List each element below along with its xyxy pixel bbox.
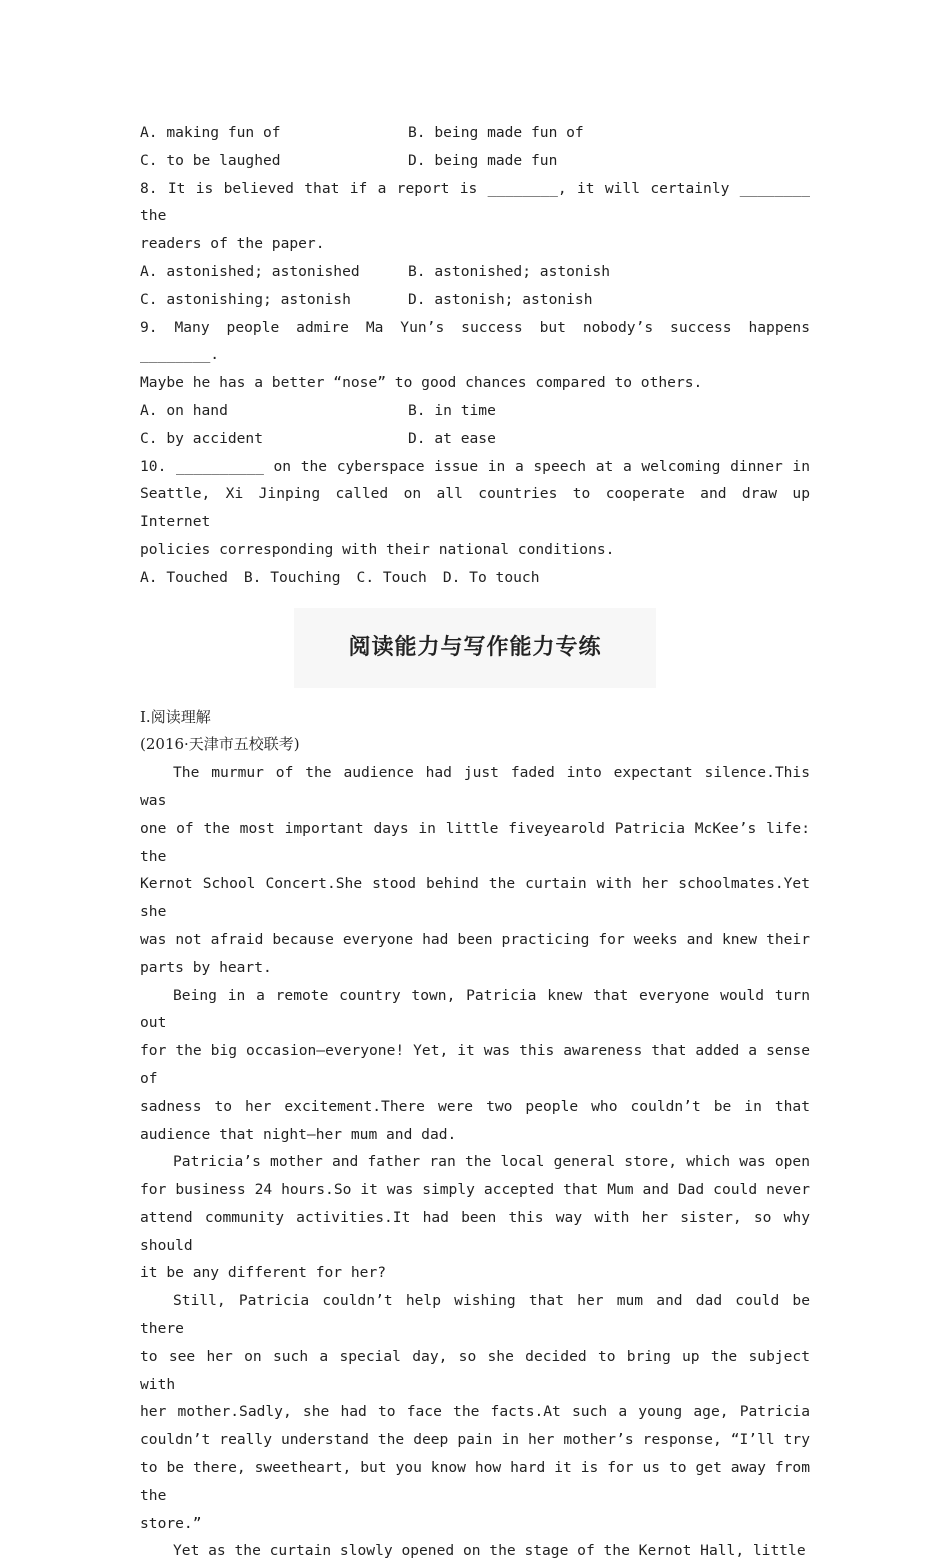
q10-option-b: B. Touching	[243, 568, 341, 586]
passage-line: The murmur of the audience had just faded into expectant silence.This was	[140, 764, 810, 809]
passage-paragraph	[140, 1287, 810, 1537]
passage-line: store.”	[140, 1514, 202, 1532]
q8-stem-line-1: 8. It is believed that if a report is ________, it will certainly ________ the	[140, 179, 810, 225]
q10-stem-line-1: 10. __________ on the cyberspace issue in a speech at a welcoming dinner in	[140, 457, 810, 475]
passage-line: Kernot School Concert.She stood behind the curtain with her schoolmates.Yet she	[140, 875, 810, 921]
q8-option-d: D. astonish; astonish	[408, 290, 593, 308]
q9-option-a: A. on hand	[140, 401, 228, 419]
document-page	[140, 119, 810, 1565]
q10-stem-line-2: Seattle, Xi Jinping called on all countries to cooperate and draw up Internet	[140, 485, 810, 531]
q8-options-row-2	[140, 286, 810, 314]
q9-options-row-2	[140, 425, 810, 453]
q9-option-b: B. in time	[408, 401, 496, 419]
passage-line: couldn’t really understand the deep pain in her mother’s response, “I’ll try	[140, 1431, 810, 1449]
passage-paragraph	[140, 1537, 810, 1565]
passage-line: her mother.Sadly, she had to face the facts.At such a young age, Patricia	[140, 1403, 810, 1421]
q10-option-a: A. Touched	[140, 568, 228, 586]
reading-section-label: Ⅰ.阅读理解	[140, 707, 211, 726]
q7-option-d: D. being made fun	[408, 151, 558, 169]
passage-paragraph	[140, 759, 810, 981]
passage-line: to be there, sweetheart, but you know how hard it is for us to get away from the	[140, 1459, 810, 1504]
passage-line: to see her on such a special day, so she decided to bring up the subject with	[140, 1347, 810, 1393]
passage-line: was not afraid because everyone had been practicing for weeks and knew their	[140, 930, 810, 948]
section-heading-box	[294, 608, 656, 688]
reading-source: (2016·天津市五校联考)	[140, 735, 300, 754]
passage-line: Yet as the curtain slowly opened on the stage of the Kernot Hall, little	[173, 1542, 806, 1560]
q9-option-d: D. at ease	[408, 429, 496, 447]
q7-option-c: C. to be laughed	[140, 151, 281, 169]
q8-option-b: B. astonished; astonish	[408, 262, 611, 280]
passage-paragraph	[140, 982, 810, 1149]
passage-line: for business 24 hours.So it was simply accepted that Mum and Dad could never	[140, 1181, 810, 1199]
q9-options-row-1	[140, 397, 810, 425]
q7-options-row-1	[140, 119, 810, 147]
q8-option-a: A. astonished; astonished	[140, 262, 360, 280]
q7-options-row-2	[140, 147, 810, 175]
passage-line: parts by heart.	[140, 958, 272, 976]
passage-paragraph	[140, 1148, 810, 1287]
q9-option-c: C. by accident	[140, 429, 264, 447]
q8-options-row-1	[140, 258, 810, 286]
section-heading: 阅读能力与写作能力专练	[348, 634, 602, 660]
q7-option-a: A. making fun of	[140, 124, 281, 141]
passage-line: attend community activities.It had been this way with her sister, so why should	[140, 1208, 810, 1254]
q9-stem-line-2: Maybe he has a better “nose” to good chances compared to others.	[140, 374, 703, 392]
passage-line: audience that night—her mum and dad.	[140, 1125, 457, 1143]
q10-stem-line-3: policies corresponding with their national conditions.	[140, 540, 615, 558]
q10-option-c: C. Touch	[356, 568, 427, 586]
q8-option-c: C. astonishing; astonish	[140, 290, 351, 308]
q9-stem-line-1: 9. Many people admire Ma Yun’s success but nobody’s success happens ________.	[140, 318, 810, 364]
passage-line: it be any different for her?	[140, 1264, 387, 1282]
q10-option-d: D. To touch	[442, 568, 540, 586]
reading-passage	[140, 759, 810, 1565]
passage-line: for the big occasion—everyone! Yet, it was this awareness that added a sense of	[140, 1042, 810, 1087]
passage-line: Being in a remote country town, Patricia knew that everyone would turn out	[140, 986, 810, 1032]
passage-line: sadness to her excitement.There were two people who couldn’t be in that	[140, 1097, 810, 1115]
q8-stem-line-2: readers of the paper.	[140, 235, 325, 253]
q7-option-b: B. being made fun of	[408, 124, 584, 141]
q10-options-row	[140, 564, 810, 592]
passage-line: Still, Patricia couldn’t help wishing that her mum and dad could be there	[140, 1292, 810, 1338]
passage-line: one of the most important days in little fiveyearold Patricia McKee’s life: the	[140, 819, 810, 865]
passage-line: Patricia’s mother and father ran the local general store, which was open	[173, 1153, 810, 1171]
